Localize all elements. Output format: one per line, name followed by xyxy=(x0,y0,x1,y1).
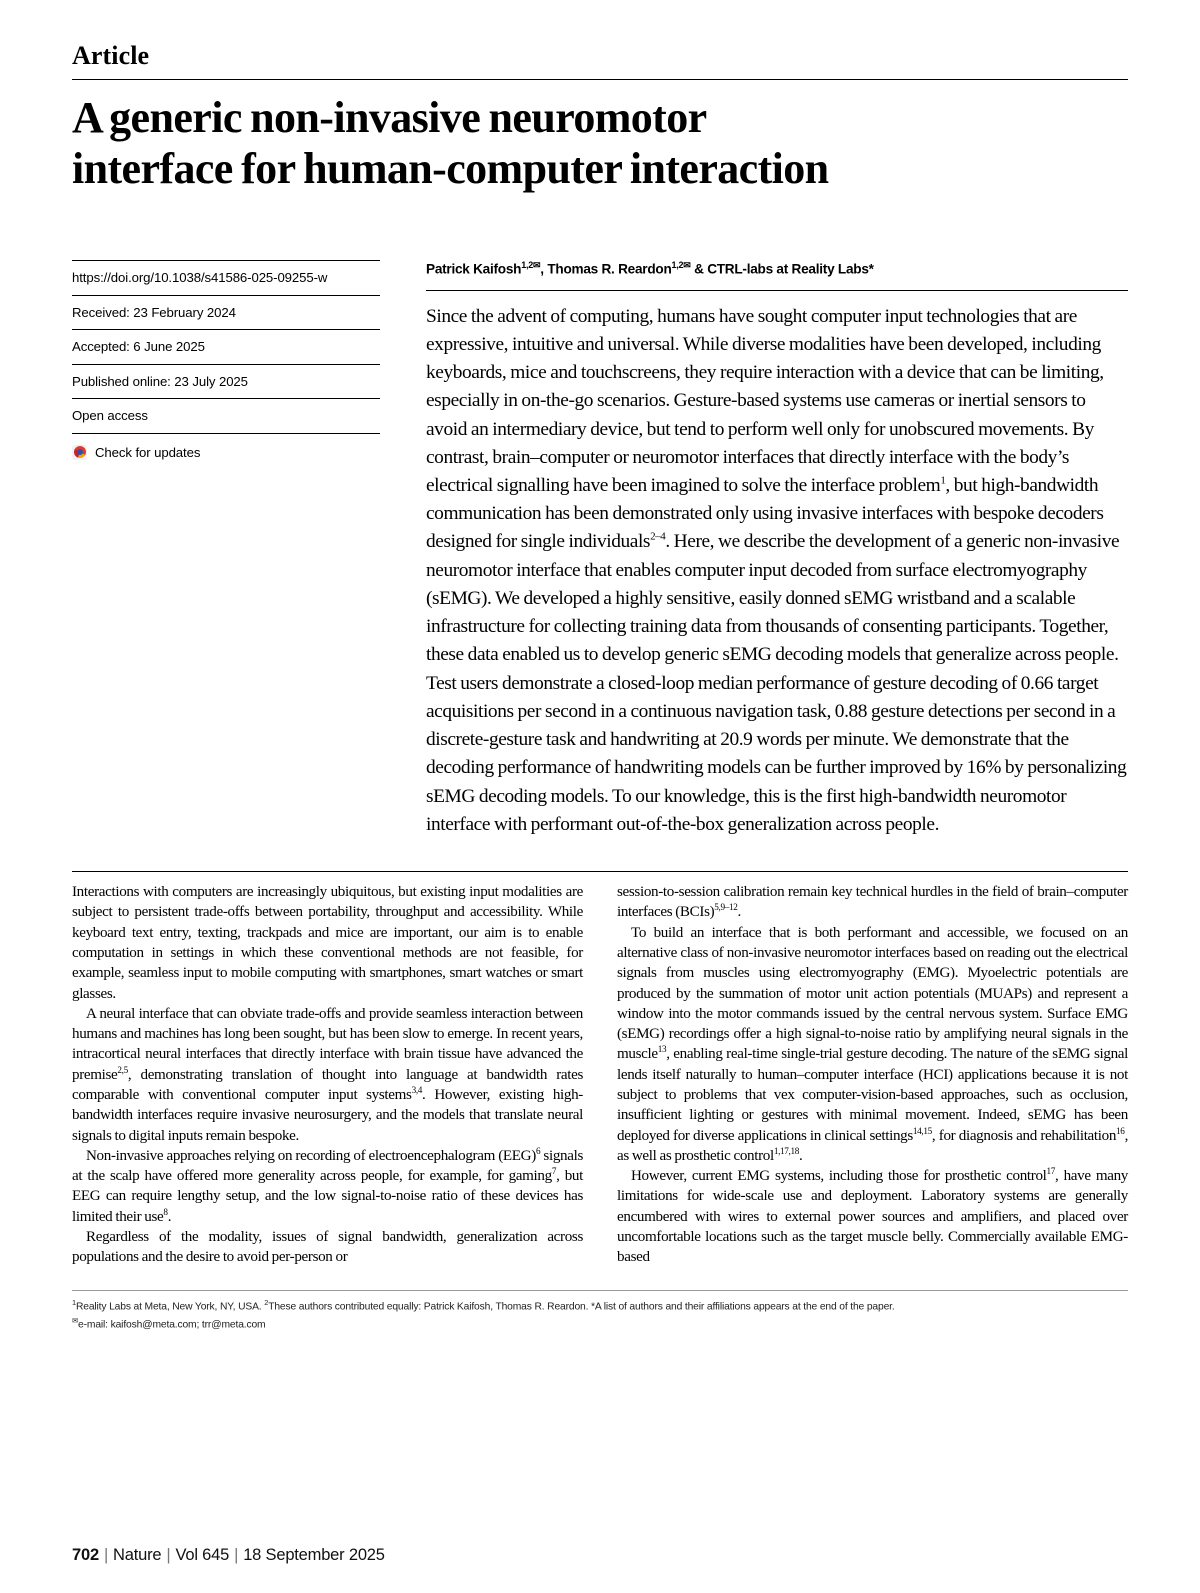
check-for-updates-button[interactable] xyxy=(72,434,380,460)
body-paragraph xyxy=(72,882,583,1004)
accepted-date: Accepted: 6 June 2025 xyxy=(72,329,380,364)
metadata-abstract-band xyxy=(72,260,1128,839)
article-kicker: Article xyxy=(72,41,150,70)
body-text-run: However, current EMG systems, including those for prosthetic control xyxy=(631,1168,1047,1185)
volume-label: Vol 645 xyxy=(175,1546,230,1564)
citation-ref[interactable]: 8 xyxy=(163,1206,168,1217)
open-access-label: Open access xyxy=(72,398,380,434)
citation-ref[interactable]: 7 xyxy=(551,1166,557,1177)
metadata-column xyxy=(72,260,402,839)
body-column-right xyxy=(617,882,1128,1268)
author-list xyxy=(426,260,1128,290)
citation-ref[interactable]: 14,15 xyxy=(912,1125,932,1136)
abstract-column xyxy=(402,260,1128,839)
author-name-2: Thomas R. Reardon xyxy=(547,261,672,277)
body-paragraph xyxy=(617,923,1128,1167)
email-text[interactable]: e-mail: kaifosh@meta.com; trr@meta.com xyxy=(78,1318,266,1330)
title-line-2: interface for human-computer interaction xyxy=(72,144,829,194)
abstract-ref-1[interactable]: 1 xyxy=(940,474,946,487)
citation-ref[interactable]: 13 xyxy=(657,1044,667,1055)
received-date: Received: 23 February 2024 xyxy=(72,295,380,330)
footer-separator-2: | xyxy=(166,1546,171,1564)
body-paragraph xyxy=(617,1166,1128,1267)
journal-name: Nature xyxy=(113,1546,162,1564)
body-text-run: A neural interface that can obviate trade-offs and provide seamless interaction between humans and machines has long been sought, but has been slow to emerge. In recent years, intracortical neural interfaces that directly interface with brain tissue have advanced the premise xyxy=(72,1005,583,1083)
citation-ref[interactable]: 5,9–12 xyxy=(714,902,738,913)
abstract-part-2: , but high-bandwidth communication has been demonstrated only using invasive interfaces with bespoke decoders designed for single individuals xyxy=(426,474,1104,553)
abstract-part-3: . Here, we describe the development of a generic non-invasive neuromotor interface that enables computer input decoded from surface electromyography (sEMG). We developed a highly sensitive, easily donned sEMG wristband and a scalable infrastructure for collecting training data from thousands of consenting participants. Together, these data enabled us to develop generic sEMG decoding models that generalize across people. Test users demonstrate a closed-loop median performance of gesture decoding of 0.66 target acquisitions per second in a continuous navigation task, 0.88 gesture detections per second in a discrete-gesture task and handwriting at 20.9 words per minute. We demonstrate that the decoding performance of handwriting models can be further improved by 16% by personalizing sEMG decoding models. To our knowledge, this is the first high-bandwidth neuromotor interface with performant out-of-the-box generalization across people. xyxy=(426,531,1127,835)
page-title xyxy=(72,92,1128,194)
footnotes xyxy=(72,1291,1128,1333)
body-text-run: session-to-session calibration remain key technical hurdles in the field of brain–computer interfaces (BCIs) xyxy=(617,884,1128,921)
abstract-part-1: Since the advent of computing, humans have sought computer input technologies that are expressive, intuitive and universal. While diverse modalities have been developed, including keyboards, mice and touchscreens, they require interaction with a device that can be limiting, especially in on-the-go scenarios. Gesture-based systems use cameras or inertial sensors to avoid an intermediary device, but tend to perform well only for unobscured movements. By contrast, brain–computer or neuromotor interfaces that directly interface with the body’s electrical signalling have been imagined to solve the interface problem xyxy=(426,305,1104,496)
citation-ref[interactable]: 3,4 xyxy=(411,1084,423,1095)
body-text-run: . However, existing high-bandwidth interfaces require invasive neurosurgery, and the models that translate neural signals to digital inputs remain bespoke. xyxy=(72,1086,583,1144)
author-email-icon-2[interactable]: ✉ xyxy=(683,260,691,271)
body-text-run: . xyxy=(167,1208,172,1225)
author-separator-2: & xyxy=(690,261,708,277)
body-paragraph xyxy=(617,882,1128,923)
body-text-run: , have many limitations for wide-scale use and deployment. Laboratory systems are generally encumbered with wires to external power sources and amplifiers, and placed over uncomfortable locations such as the target muscle belly. Commercially available EMG-based xyxy=(617,1168,1128,1266)
check-for-updates-label: Check for updates xyxy=(95,444,201,460)
body-text-run: Interactions with computers are increasingly ubiquitous, but existing input modalities are subject to persistent trade-offs between portability, throughput and accessibility. While keyboard text entry, texting, trackpads and mice are important, our aim is to enable computation in settings in which these conventional methods are not feasible, for example, seamless input to mobile computing with smartphones, smart watches or smart glasses. xyxy=(72,884,583,1002)
body-text-run: To build an interface that is both performant and accessible, we focused on an alternative class of non-invasive neuromotor interfaces based on reading out the electrical signals from muscles using electromyography (EMG). Myoelectric potentials are produced by the summation of motor unit action potentials (MUAPs) and represent a window into the motor commands issued by the central nervous system. Surface EMG (sEMG) recordings offer a high signal-to-noise ratio by amplifying neural signals in the muscle xyxy=(617,924,1128,1063)
citation-ref[interactable]: 6 xyxy=(535,1145,541,1156)
body-text-run: , but EEG can require lengthy setup, and the low signal-to-noise ratio of these devices has limited their use xyxy=(72,1168,583,1225)
body-text-run: , demonstrating translation of thought into language at bandwidth rates comparable with conventional computer input systems xyxy=(72,1066,583,1103)
title-line-1: A generic non-invasive neuromotor xyxy=(72,93,707,143)
author-affil-sup-1: 1,2 xyxy=(521,260,533,271)
doi-link[interactable]: https://doi.org/10.1038/s41586-025-09255-w xyxy=(72,260,380,295)
body-paragraph xyxy=(72,1004,583,1146)
issue-date: 18 September 2025 xyxy=(243,1546,385,1564)
body-text-run: . xyxy=(737,904,741,921)
affiliation-sup-2: 2 xyxy=(264,1297,269,1307)
author-separator-1: , xyxy=(540,261,548,277)
citation-ref[interactable]: 16 xyxy=(1116,1125,1125,1136)
page-number: 702 xyxy=(72,1546,99,1564)
body-text-run: , as well as prosthetic control xyxy=(617,1127,1128,1164)
citation-ref[interactable]: 17 xyxy=(1046,1166,1056,1177)
kicker-divider xyxy=(72,79,1128,80)
affiliation-text-2: These authors contributed equally: Patrick Kaifosh, Thomas R. Reardon. *A list of authors and their affiliations appears at the end of the paper. xyxy=(268,1301,895,1313)
body-paragraph xyxy=(72,1227,583,1268)
abstract-text xyxy=(426,303,1128,839)
body-text-run: signals at the scalp have offered more generality across people, for example, for gaming xyxy=(72,1147,583,1185)
body-column-left xyxy=(72,882,583,1268)
body-text-run: Regardless of the modality, issues of signal bandwidth, generalization across populations and the desire to avoid per-person or xyxy=(72,1229,583,1266)
author-email-icon-1[interactable]: ✉ xyxy=(532,260,541,271)
footer-separator-3: | xyxy=(234,1546,239,1564)
envelope-icon: ✉ xyxy=(72,1315,79,1325)
affiliation-text-1: Reality Labs at Meta, New York, NY, USA. xyxy=(75,1301,265,1313)
body-divider xyxy=(72,871,1128,872)
published-date: Published online: 23 July 2025 xyxy=(72,364,380,399)
abstract-ref-2[interactable]: 2–4 xyxy=(650,530,666,543)
crossmark-icon xyxy=(72,445,87,460)
body-text-run: . xyxy=(799,1147,803,1164)
body-text-run: , for diagnosis and rehabilitation xyxy=(931,1127,1117,1144)
citation-ref[interactable]: 2,5 xyxy=(117,1064,128,1075)
affiliation-note xyxy=(72,1297,1128,1315)
author-group: CTRL-labs at Reality Labs* xyxy=(707,261,874,277)
body-paragraph xyxy=(72,1146,583,1227)
body-text-run: Non-invasive approaches relying on recording of electroencephalogram (EEG) xyxy=(86,1147,536,1164)
email-note xyxy=(72,1315,1128,1333)
author-affil-sup-2: 1,2 xyxy=(671,260,684,271)
page-footer xyxy=(72,1546,385,1565)
author-name-1: Patrick Kaifosh xyxy=(426,261,522,277)
body-text-run: , enabling real-time single-trial gesture decoding. The nature of the sEMG signal lends itself naturally to human–computer interface (HCI) applications because it is not subject to problems that vex computer-vision-based approaches, such as occlusion, insufficient lighting or gestures with minimal movement. Indeed, sEMG has been deployed for diverse applications in clinical settings xyxy=(617,1046,1128,1144)
body-columns xyxy=(72,882,1128,1268)
citation-ref[interactable]: 1,17,18 xyxy=(773,1145,800,1156)
affiliation-sup-1: 1 xyxy=(72,1297,76,1307)
footer-separator-1: | xyxy=(103,1546,109,1564)
